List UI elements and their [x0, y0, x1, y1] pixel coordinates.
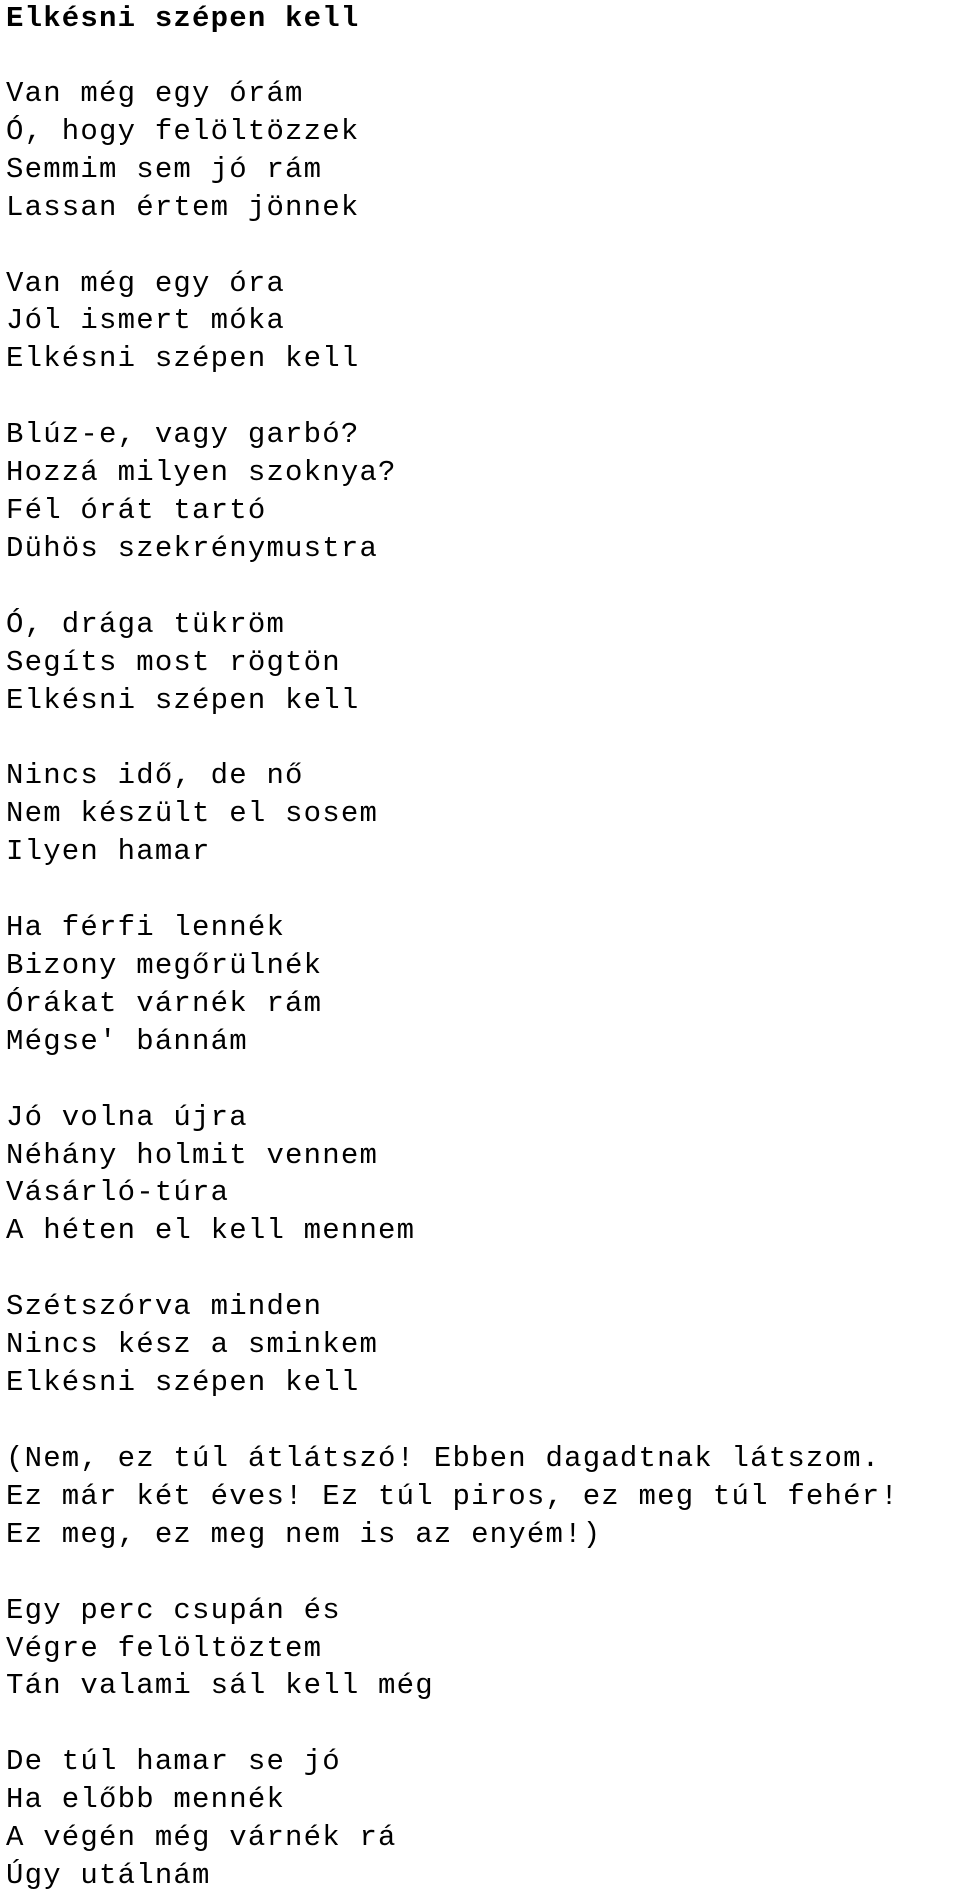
lyric-line: Lassan értem jönnek	[6, 190, 360, 224]
stanza-9	[6, 1440, 960, 1554]
lyric-line: Végre felöltöztem	[6, 1631, 323, 1665]
lyric-line: Semmim sem jó rám	[6, 152, 323, 186]
lyric-line: Nincs idő, de nő	[6, 759, 304, 793]
lyric-line: Tán valami sál kell még	[6, 1669, 434, 1703]
lyric-line: Órákat várnék rám	[6, 986, 323, 1020]
lyric-line: Néhány holmit vennem	[6, 1138, 379, 1172]
lyrics-document	[6, 0, 960, 1895]
stanza-3	[6, 416, 960, 568]
stanza-6	[6, 909, 960, 1061]
lyric-line: De túl hamar se jó	[6, 1745, 341, 1779]
lyric-line: Nem készült el sosem	[6, 797, 379, 831]
lyric-line: Jól ismert móka	[6, 304, 286, 338]
lyric-line: Elkésni szépen kell	[6, 683, 360, 717]
lyric-line: Nincs kész a sminkem	[6, 1328, 379, 1362]
lyric-line: A végén még várnék rá	[6, 1821, 397, 1855]
stanza-8	[6, 1288, 960, 1402]
lyric-line: Úgy utálnám	[6, 1858, 211, 1892]
lyric-line: Ha előbb mennék	[6, 1783, 286, 1817]
lyric-line: Ez már két éves! Ez túl piros, ez meg túl fehér!	[6, 1479, 899, 1513]
lyric-line: Bizony megőrülnék	[6, 949, 323, 983]
lyric-line: (Nem, ez túl átlátszó! Ebben dagadtnak látszom.	[6, 1441, 881, 1475]
stanza-4	[6, 606, 960, 720]
lyric-line: Ha férfi lennék	[6, 911, 286, 945]
lyric-line: Jó volna újra	[6, 1100, 248, 1134]
song-title: Elkésni szépen kell	[6, 2, 360, 35]
lyric-line: Elkésni szépen kell	[6, 1366, 360, 1400]
lyric-line: Van még egy órám	[6, 77, 304, 110]
lyric-line: Szétszórva minden	[6, 1290, 323, 1324]
lyric-line: Hozzá milyen szoknya?	[6, 456, 397, 490]
lyric-line: Blúz-e, vagy garbó?	[6, 418, 360, 452]
lyric-line: Dühös szekrénymustra	[6, 531, 379, 565]
lyric-line: Vásárló-túra	[6, 1176, 230, 1210]
lyric-line: Egy perc csupán és	[6, 1593, 341, 1627]
lyric-line: A héten el kell mennem	[6, 1214, 416, 1248]
stanza-2	[6, 265, 960, 379]
lyric-line: Van még egy óra	[6, 266, 286, 300]
stanza-5	[6, 757, 960, 871]
lyric-line: Ilyen hamar	[6, 835, 211, 869]
stanza-10	[6, 1592, 960, 1706]
lyric-line: Fél órát tartó	[6, 494, 267, 528]
stanza-1	[6, 75, 960, 227]
lyric-line: Ó, drága tükröm	[6, 607, 286, 641]
lyric-line: Mégse' bánnám	[6, 1024, 248, 1058]
stanza-11	[6, 1743, 960, 1895]
lyric-line: Ó, hogy felöltözzek	[6, 114, 360, 148]
lyric-line: Elkésni szépen kell	[6, 342, 360, 376]
lyric-line: Segíts most rögtön	[6, 645, 341, 679]
stanza-7	[6, 1099, 960, 1251]
lyric-line: Ez meg, ez meg nem is az enyém!)	[6, 1517, 602, 1551]
